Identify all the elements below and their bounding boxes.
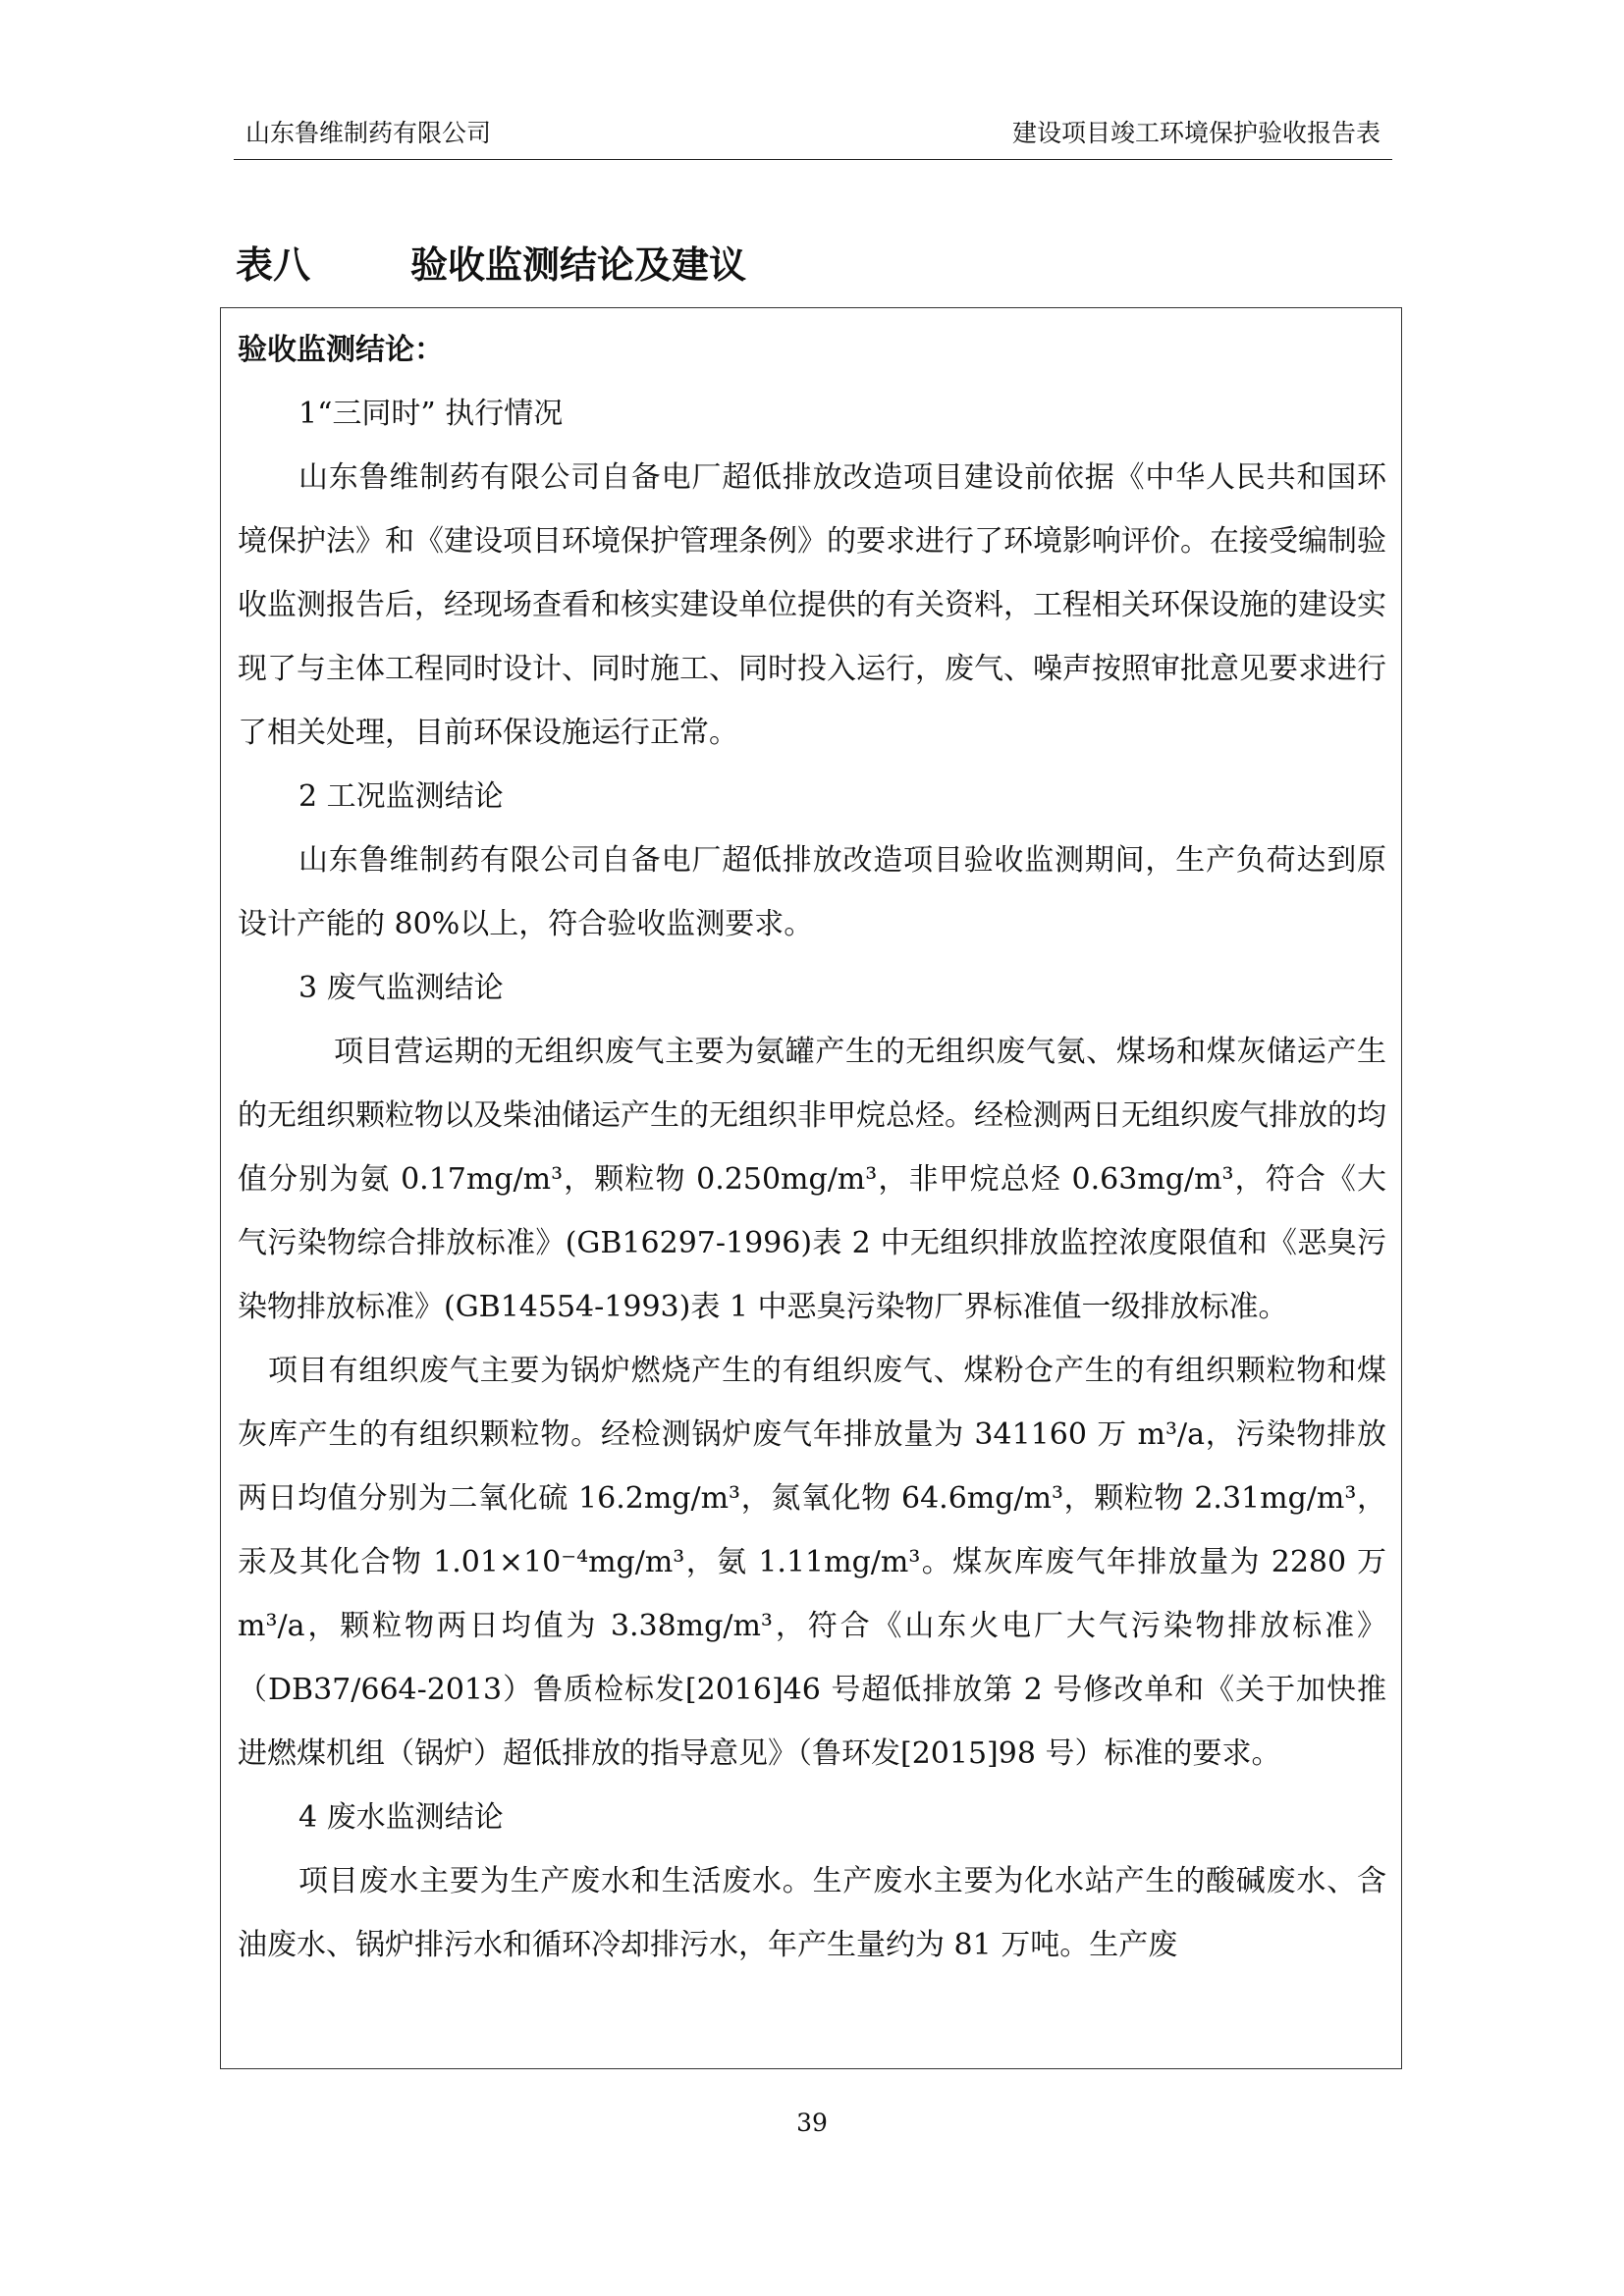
subsection-title-2: 2 工况监测结论 — [298, 779, 504, 814]
paragraph-working-condition: 山东鲁维制药有限公司自备电厂超低排放改造项目验收监测期间，生产负荷达到原设计产能的 80%以上，符合验收监测要求。 — [238, 843, 1386, 941]
company-name: 山东鲁维制药有限公司 — [245, 119, 492, 147]
section-heading: 验收监测结论及建议 — [410, 243, 747, 287]
paragraph-organized-gas: 项目有组织废气主要为锅炉燃烧产生的有组织废气、煤粉仓产生的有组织颗粒物和煤灰库产生的有组织颗粒物。经检测锅炉废气年排放量为 341160 万 m³/a，污染物排放两日均值分别为二氧化硫 16.2mg/m³，氮氧化物 64.6mg/m³，颗粒物 2.31mg/m³，汞及其化合物 1.01×10⁻⁴mg/m³，氨 1.11mg/m³。煤灰库废气年排放量为 2280 万 m³/a，颗粒物两日均值为 3.38mg/m³，符合《山东火电厂大气污染物排放标准》（DB37/664-2013）鲁质检标发[2016]46 号超低排放第 2 号修改单和《关于加快推进燃煤机组（锅炉）超低排放的指导意见》（鲁环发[2015]98 号）标准的要求。 — [238, 1354, 1386, 1771]
page-header — [234, 114, 1392, 153]
conclusion-body — [238, 318, 1386, 1977]
page-number: 39 — [796, 2109, 828, 2137]
section-number: 表八 — [236, 243, 311, 287]
subsection-title-1: 1“三同时” 执行情况 — [298, 397, 564, 431]
header-divider — [234, 159, 1392, 160]
subsection-title-3: 3 废气监测结论 — [298, 971, 504, 1005]
paragraph-unorganized-gas: 项目营运期的无组织废气主要为氨罐产生的无组织废气氨、煤场和煤灰储运产生的无组织颗粒物以及柴油储运产生的无组织非甲烷总烃。经检测两日无组织废气排放的均值分别为氨 0.17mg/m³，颗粒物 0.250mg/m³，非甲烷总烃 0.63mg/m³，符合《大气污染物综合排放标准》(GB16297-1996)表 2 中无组织排放监控浓度限值和《恶臭污染物排放标准》(GB14554-1993)表 1 中恶臭污染物厂界标准值一级排放标准。 — [238, 1035, 1386, 1324]
conclusion-heading: 验收监测结论： — [238, 333, 444, 367]
paragraph-wastewater: 项目废水主要为生产废水和生活废水。生产废水主要为化水站产生的酸碱废水、含油废水、锅炉排污水和循环冷却排污水，年产生量约为 81 万吨。生产废 — [238, 1864, 1386, 1962]
report-type: 建设项目竣工环境保护验收报告表 — [1011, 119, 1380, 147]
paragraph-three-simultaneous: 山东鲁维制药有限公司自备电厂超低排放改造项目建设前依据《中华人民共和国环境保护法》和《建设项目环境保护管理条例》的要求进行了环境影响评价。在接受编制验收监测报告后，经现场查看和核实建设单位提供的有关资料，工程相关环保设施的建设实现了与主体工程同时设计、同时施工、同时投入运行，废气、噪声按照审批意见要求进行了相关处理，目前环保设施运行正常。 — [238, 460, 1386, 750]
subsection-title-4: 4 废水监测结论 — [298, 1800, 504, 1835]
